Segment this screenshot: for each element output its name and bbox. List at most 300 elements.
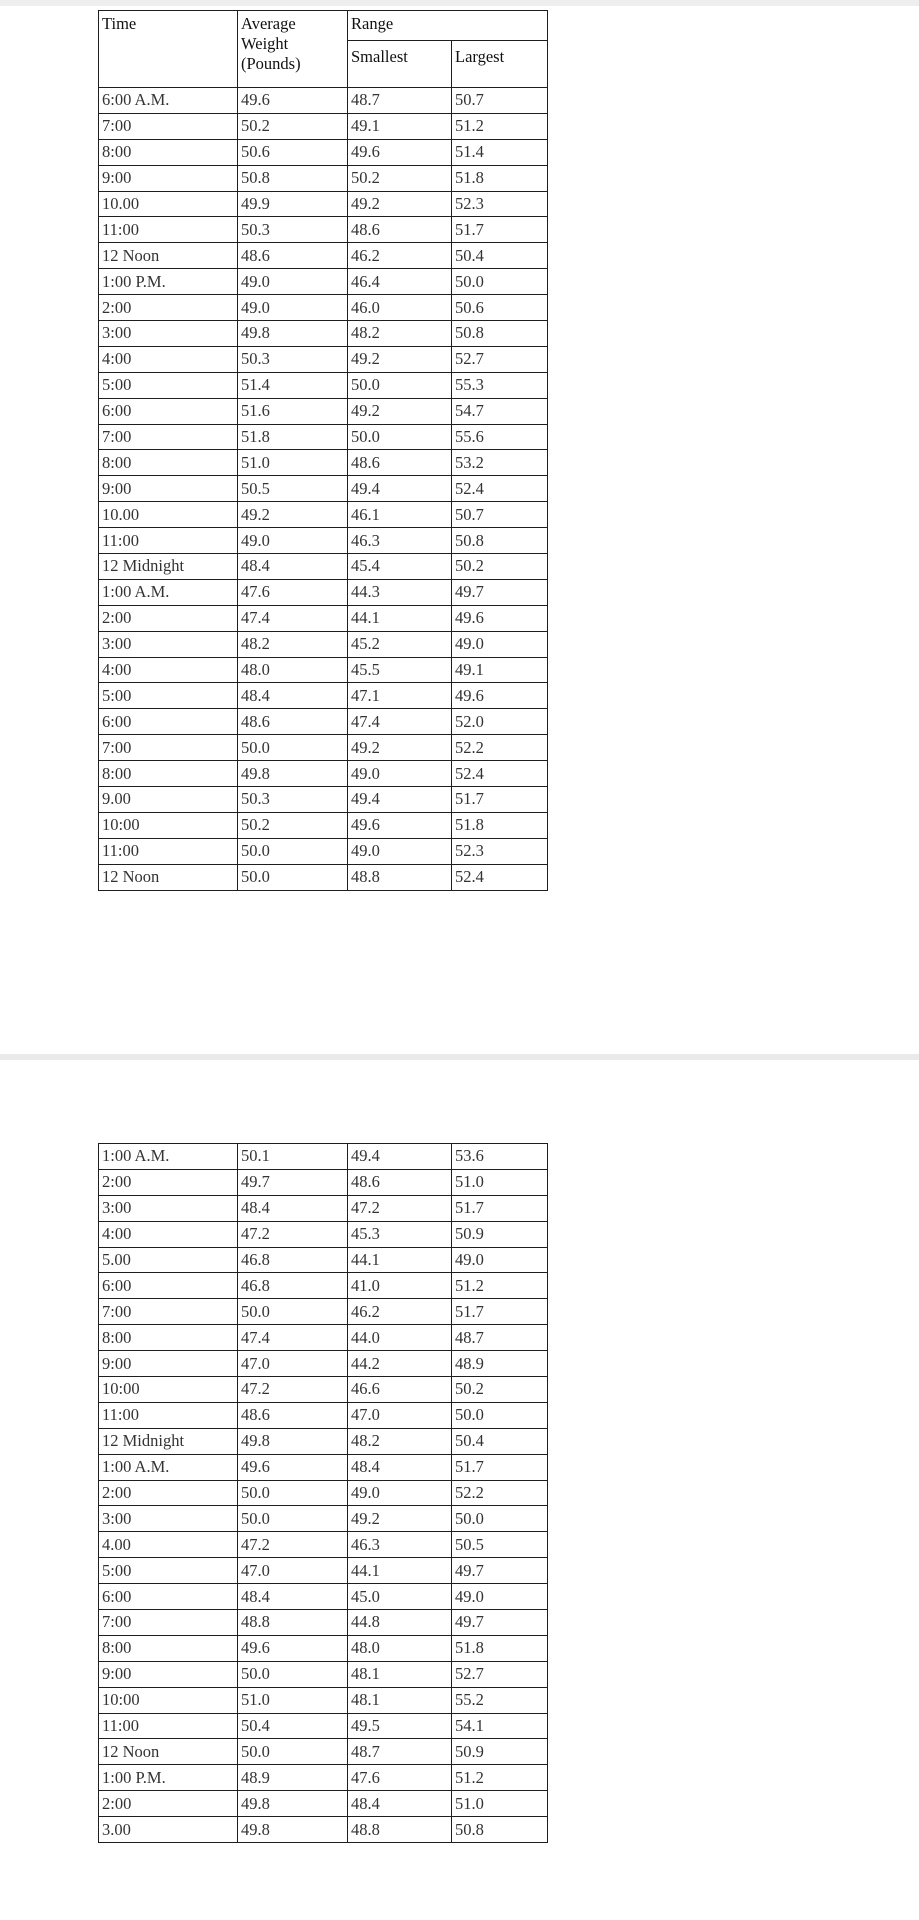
average-weight-cell: 50.0 <box>238 1506 348 1532</box>
table-row <box>99 191 548 217</box>
largest-cell: 50.2 <box>452 554 548 580</box>
table-row <box>99 838 548 864</box>
largest-cell: 50.8 <box>452 321 548 347</box>
time-cell: 9:00 <box>99 165 238 191</box>
time-cell: 11:00 <box>99 528 238 554</box>
time-cell: 4.00 <box>99 1532 238 1558</box>
table-row <box>99 1584 548 1610</box>
largest-cell: 49.0 <box>452 1584 548 1610</box>
smallest-cell: 46.6 <box>348 1377 452 1403</box>
smallest-cell: 49.2 <box>348 398 452 424</box>
smallest-cell: 47.1 <box>348 683 452 709</box>
average-weight-cell: 50.0 <box>238 735 348 761</box>
time-cell: 9:00 <box>99 1661 238 1687</box>
largest-cell: 55.2 <box>452 1687 548 1713</box>
time-cell: 2:00 <box>99 1169 238 1195</box>
average-weight-cell: 50.0 <box>238 1739 348 1765</box>
table-row <box>99 1765 548 1791</box>
table-row <box>99 631 548 657</box>
average-weight-cell: 48.4 <box>238 1584 348 1610</box>
average-weight-cell: 50.0 <box>238 1299 348 1325</box>
largest-cell: 49.1 <box>452 657 548 683</box>
time-cell: 5.00 <box>99 1247 238 1273</box>
table-row <box>99 1325 548 1351</box>
smallest-cell: 47.0 <box>348 1402 452 1428</box>
smallest-cell: 45.5 <box>348 657 452 683</box>
average-weight-cell: 49.8 <box>238 1428 348 1454</box>
smallest-cell: 50.0 <box>348 372 452 398</box>
average-weight-cell: 47.4 <box>238 605 348 631</box>
smallest-cell: 50.0 <box>348 424 452 450</box>
smallest-cell: 48.8 <box>348 864 452 890</box>
table-row <box>99 1454 548 1480</box>
average-weight-cell: 50.0 <box>238 838 348 864</box>
largest-cell: 50.8 <box>452 528 548 554</box>
table-row <box>99 1299 548 1325</box>
smallest-cell: 48.2 <box>348 321 452 347</box>
table-row <box>99 1532 548 1558</box>
table-row <box>99 243 548 269</box>
time-cell: 12 Midnight <box>99 554 238 580</box>
time-cell: 5:00 <box>99 683 238 709</box>
largest-cell: 52.0 <box>452 709 548 735</box>
time-cell: 5:00 <box>99 372 238 398</box>
largest-cell: 51.2 <box>452 1273 548 1299</box>
average-weight-cell: 51.6 <box>238 398 348 424</box>
time-cell: 2:00 <box>99 605 238 631</box>
largest-cell: 51.8 <box>452 1635 548 1661</box>
average-weight-cell: 48.0 <box>238 657 348 683</box>
average-weight-cell: 50.3 <box>238 787 348 813</box>
smallest-cell: 45.4 <box>348 554 452 580</box>
smallest-cell: 48.6 <box>348 217 452 243</box>
table-row <box>99 217 548 243</box>
time-cell: 2:00 <box>99 1480 238 1506</box>
smallest-cell: 48.8 <box>348 1817 452 1843</box>
average-weight-cell: 50.0 <box>238 1661 348 1687</box>
time-cell: 10:00 <box>99 1687 238 1713</box>
smallest-cell: 49.4 <box>348 787 452 813</box>
header-largest: Largest <box>452 41 548 88</box>
average-weight-cell: 49.6 <box>238 1454 348 1480</box>
largest-cell: 55.3 <box>452 372 548 398</box>
time-cell: 12 Noon <box>99 1739 238 1765</box>
average-weight-cell: 46.8 <box>238 1247 348 1273</box>
largest-cell: 50.4 <box>452 243 548 269</box>
smallest-cell: 46.3 <box>348 1532 452 1558</box>
table-row <box>99 1817 548 1843</box>
table-row <box>99 1635 548 1661</box>
smallest-cell: 46.0 <box>348 295 452 321</box>
largest-cell: 50.4 <box>452 1428 548 1454</box>
average-weight-cell: 50.2 <box>238 812 348 838</box>
largest-cell: 48.7 <box>452 1325 548 1351</box>
largest-cell: 50.0 <box>452 1402 548 1428</box>
smallest-cell: 44.0 <box>348 1325 452 1351</box>
weight-table-page-2 <box>98 1143 548 1843</box>
smallest-cell: 44.3 <box>348 579 452 605</box>
table-row <box>99 1428 548 1454</box>
time-cell: 3:00 <box>99 1506 238 1532</box>
smallest-cell: 49.0 <box>348 761 452 787</box>
smallest-cell: 48.7 <box>348 88 452 114</box>
time-cell: 6:00 <box>99 398 238 424</box>
table-body-page-1 <box>99 88 548 891</box>
smallest-cell: 48.2 <box>348 1428 452 1454</box>
largest-cell: 52.2 <box>452 735 548 761</box>
table-row <box>99 787 548 813</box>
average-weight-cell: 49.8 <box>238 761 348 787</box>
smallest-cell: 44.1 <box>348 1247 452 1273</box>
smallest-cell: 45.0 <box>348 1584 452 1610</box>
table-row <box>99 528 548 554</box>
time-cell: 1:00 A.M. <box>99 1454 238 1480</box>
average-weight-cell: 48.9 <box>238 1765 348 1791</box>
smallest-cell: 46.2 <box>348 243 452 269</box>
table-row <box>99 1661 548 1687</box>
table-row <box>99 1791 548 1817</box>
time-cell: 4:00 <box>99 1221 238 1247</box>
largest-cell: 51.0 <box>452 1169 548 1195</box>
table-row <box>99 346 548 372</box>
smallest-cell: 49.0 <box>348 1480 452 1506</box>
largest-cell: 49.0 <box>452 1247 548 1273</box>
header-time: Time <box>99 11 238 88</box>
smallest-cell: 48.4 <box>348 1791 452 1817</box>
average-weight-cell: 49.2 <box>238 502 348 528</box>
average-weight-cell: 51.0 <box>238 1687 348 1713</box>
smallest-cell: 46.4 <box>348 269 452 295</box>
largest-cell: 49.0 <box>452 631 548 657</box>
average-weight-cell: 50.2 <box>238 113 348 139</box>
smallest-cell: 49.2 <box>348 735 452 761</box>
largest-cell: 50.0 <box>452 269 548 295</box>
average-weight-cell: 47.2 <box>238 1532 348 1558</box>
smallest-cell: 48.6 <box>348 1169 452 1195</box>
table-row <box>99 1506 548 1532</box>
table-row <box>99 165 548 191</box>
average-weight-cell: 51.0 <box>238 450 348 476</box>
largest-cell: 51.7 <box>452 1195 548 1221</box>
time-cell: 11:00 <box>99 1713 238 1739</box>
largest-cell: 52.3 <box>452 838 548 864</box>
smallest-cell: 46.1 <box>348 502 452 528</box>
average-weight-cell: 50.0 <box>238 864 348 890</box>
average-weight-cell: 49.6 <box>238 1635 348 1661</box>
largest-cell: 50.2 <box>452 1377 548 1403</box>
largest-cell: 52.4 <box>452 761 548 787</box>
table-row <box>99 269 548 295</box>
average-weight-cell: 49.0 <box>238 295 348 321</box>
time-cell: 3:00 <box>99 321 238 347</box>
largest-cell: 50.0 <box>452 1506 548 1532</box>
smallest-cell: 49.2 <box>348 1506 452 1532</box>
smallest-cell: 48.0 <box>348 1635 452 1661</box>
largest-cell: 52.7 <box>452 1661 548 1687</box>
smallest-cell: 44.1 <box>348 1558 452 1584</box>
time-cell: 11:00 <box>99 1402 238 1428</box>
largest-cell: 50.6 <box>452 295 548 321</box>
table-row <box>99 139 548 165</box>
table-row <box>99 709 548 735</box>
largest-cell: 49.7 <box>452 1558 548 1584</box>
largest-cell: 51.8 <box>452 165 548 191</box>
table-row <box>99 1247 548 1273</box>
largest-cell: 52.2 <box>452 1480 548 1506</box>
average-weight-cell: 49.7 <box>238 1169 348 1195</box>
table-row <box>99 1351 548 1377</box>
time-cell: 6:00 <box>99 1584 238 1610</box>
largest-cell: 51.7 <box>452 787 548 813</box>
average-weight-cell: 47.6 <box>238 579 348 605</box>
time-cell: 7:00 <box>99 1610 238 1636</box>
header-average-line-1: Average <box>241 14 296 33</box>
table-row <box>99 1169 548 1195</box>
time-cell: 9:00 <box>99 476 238 502</box>
time-cell: 8:00 <box>99 1635 238 1661</box>
average-weight-cell: 48.6 <box>238 709 348 735</box>
largest-cell: 53.6 <box>452 1144 548 1170</box>
largest-cell: 51.7 <box>452 1299 548 1325</box>
largest-cell: 51.7 <box>452 1454 548 1480</box>
smallest-cell: 49.1 <box>348 113 452 139</box>
smallest-cell: 49.0 <box>348 838 452 864</box>
average-weight-cell: 47.0 <box>238 1351 348 1377</box>
smallest-cell: 49.6 <box>348 139 452 165</box>
largest-cell: 51.4 <box>452 139 548 165</box>
largest-cell: 54.1 <box>452 1713 548 1739</box>
time-cell: 11:00 <box>99 838 238 864</box>
smallest-cell: 49.6 <box>348 812 452 838</box>
largest-cell: 49.7 <box>452 579 548 605</box>
table-row <box>99 605 548 631</box>
time-cell: 5:00 <box>99 1558 238 1584</box>
average-weight-cell: 49.0 <box>238 528 348 554</box>
table-row <box>99 295 548 321</box>
time-cell: 12 Noon <box>99 243 238 269</box>
largest-cell: 51.7 <box>452 217 548 243</box>
largest-cell: 50.9 <box>452 1221 548 1247</box>
largest-cell: 49.6 <box>452 605 548 631</box>
average-weight-cell: 47.0 <box>238 1558 348 1584</box>
smallest-cell: 44.1 <box>348 605 452 631</box>
smallest-cell: 47.6 <box>348 1765 452 1791</box>
table-row <box>99 476 548 502</box>
smallest-cell: 48.4 <box>348 1454 452 1480</box>
table-row <box>99 88 548 114</box>
table-row <box>99 1402 548 1428</box>
table-row <box>99 398 548 424</box>
smallest-cell: 49.4 <box>348 476 452 502</box>
table-row <box>99 1713 548 1739</box>
average-weight-cell: 47.4 <box>238 1325 348 1351</box>
time-cell: 6:00 <box>99 709 238 735</box>
smallest-cell: 49.2 <box>348 191 452 217</box>
smallest-cell: 44.8 <box>348 1610 452 1636</box>
table-row <box>99 1144 548 1170</box>
average-weight-cell: 50.4 <box>238 1713 348 1739</box>
smallest-cell: 50.2 <box>348 165 452 191</box>
smallest-cell: 44.2 <box>348 1351 452 1377</box>
time-cell: 6:00 A.M. <box>99 88 238 114</box>
time-cell: 1:00 P.M. <box>99 269 238 295</box>
table-row <box>99 812 548 838</box>
header-average-line-3: (Pounds) <box>241 54 301 73</box>
time-cell: 3:00 <box>99 631 238 657</box>
time-cell: 1:00 A.M. <box>99 1144 238 1170</box>
smallest-cell: 46.2 <box>348 1299 452 1325</box>
time-cell: 10.00 <box>99 191 238 217</box>
average-weight-cell: 50.8 <box>238 165 348 191</box>
table-row <box>99 1687 548 1713</box>
average-weight-cell: 48.6 <box>238 1402 348 1428</box>
smallest-cell: 48.1 <box>348 1661 452 1687</box>
average-weight-cell: 48.6 <box>238 243 348 269</box>
largest-cell: 50.5 <box>452 1532 548 1558</box>
smallest-cell: 47.4 <box>348 709 452 735</box>
average-weight-cell: 50.5 <box>238 476 348 502</box>
table-row <box>99 450 548 476</box>
smallest-cell: 41.0 <box>348 1273 452 1299</box>
largest-cell: 49.6 <box>452 683 548 709</box>
largest-cell: 55.6 <box>452 424 548 450</box>
largest-cell: 50.7 <box>452 502 548 528</box>
header-average-line-2: Weight <box>241 34 289 53</box>
table-row <box>99 502 548 528</box>
time-cell: 8:00 <box>99 1325 238 1351</box>
time-cell: 8:00 <box>99 139 238 165</box>
average-weight-cell: 48.2 <box>238 631 348 657</box>
average-weight-cell: 50.3 <box>238 346 348 372</box>
table-row <box>99 113 548 139</box>
largest-cell: 51.2 <box>452 113 548 139</box>
time-cell: 9.00 <box>99 787 238 813</box>
largest-cell: 54.7 <box>452 398 548 424</box>
table-row <box>99 1273 548 1299</box>
smallest-cell: 49.5 <box>348 1713 452 1739</box>
largest-cell: 51.0 <box>452 1791 548 1817</box>
largest-cell: 53.2 <box>452 450 548 476</box>
time-cell: 1:00 A.M. <box>99 579 238 605</box>
time-cell: 4:00 <box>99 657 238 683</box>
time-cell: 2:00 <box>99 295 238 321</box>
table-row <box>99 424 548 450</box>
average-weight-cell: 47.2 <box>238 1221 348 1247</box>
average-weight-cell: 49.6 <box>238 88 348 114</box>
largest-cell: 51.8 <box>452 812 548 838</box>
time-cell: 10:00 <box>99 1377 238 1403</box>
largest-cell: 50.8 <box>452 1817 548 1843</box>
largest-cell: 50.7 <box>452 88 548 114</box>
time-cell: 8:00 <box>99 761 238 787</box>
time-cell: 1:00 P.M. <box>99 1765 238 1791</box>
average-weight-cell: 49.8 <box>238 321 348 347</box>
header-smallest: Smallest <box>348 41 452 88</box>
largest-cell: 52.3 <box>452 191 548 217</box>
table-row <box>99 1610 548 1636</box>
average-weight-cell: 49.0 <box>238 269 348 295</box>
time-cell: 10.00 <box>99 502 238 528</box>
table-row <box>99 761 548 787</box>
table-row <box>99 683 548 709</box>
time-cell: 7:00 <box>99 1299 238 1325</box>
time-cell: 7:00 <box>99 113 238 139</box>
smallest-cell: 46.3 <box>348 528 452 554</box>
average-weight-cell: 50.6 <box>238 139 348 165</box>
table-row <box>99 1195 548 1221</box>
time-cell: 3.00 <box>99 1817 238 1843</box>
average-weight-cell: 46.8 <box>238 1273 348 1299</box>
smallest-cell: 49.4 <box>348 1144 452 1170</box>
smallest-cell: 45.3 <box>348 1221 452 1247</box>
average-weight-cell: 48.4 <box>238 1195 348 1221</box>
time-cell: 12 Midnight <box>99 1428 238 1454</box>
average-weight-cell: 49.9 <box>238 191 348 217</box>
average-weight-cell: 49.8 <box>238 1791 348 1817</box>
smallest-cell: 45.2 <box>348 631 452 657</box>
table-row <box>99 735 548 761</box>
header-range: Range <box>348 11 548 41</box>
table-row <box>99 1377 548 1403</box>
header-average-weight <box>238 11 348 88</box>
average-weight-cell: 48.4 <box>238 554 348 580</box>
time-cell: 8:00 <box>99 450 238 476</box>
table-row <box>99 657 548 683</box>
table-row <box>99 1739 548 1765</box>
smallest-cell: 48.7 <box>348 1739 452 1765</box>
smallest-cell: 49.2 <box>348 346 452 372</box>
average-weight-cell: 51.8 <box>238 424 348 450</box>
largest-cell: 52.4 <box>452 476 548 502</box>
table-row <box>99 1480 548 1506</box>
table-row <box>99 554 548 580</box>
time-cell: 7:00 <box>99 735 238 761</box>
time-cell: 4:00 <box>99 346 238 372</box>
table-row <box>99 579 548 605</box>
largest-cell: 48.9 <box>452 1351 548 1377</box>
time-cell: 10:00 <box>99 812 238 838</box>
average-weight-cell: 50.3 <box>238 217 348 243</box>
page-top-divider <box>0 0 919 6</box>
time-cell: 9:00 <box>99 1351 238 1377</box>
table-row <box>99 1558 548 1584</box>
page-break-divider <box>0 1054 919 1060</box>
weight-table-page-1 <box>98 10 548 891</box>
average-weight-cell: 47.2 <box>238 1377 348 1403</box>
table-row <box>99 321 548 347</box>
average-weight-cell: 48.8 <box>238 1610 348 1636</box>
table-body-page-2 <box>99 1144 548 1843</box>
time-cell: 11:00 <box>99 217 238 243</box>
largest-cell: 50.9 <box>452 1739 548 1765</box>
time-cell: 2:00 <box>99 1791 238 1817</box>
time-cell: 6:00 <box>99 1273 238 1299</box>
smallest-cell: 48.1 <box>348 1687 452 1713</box>
largest-cell: 49.7 <box>452 1610 548 1636</box>
largest-cell: 52.7 <box>452 346 548 372</box>
table-row <box>99 372 548 398</box>
smallest-cell: 47.2 <box>348 1195 452 1221</box>
average-weight-cell: 48.4 <box>238 683 348 709</box>
average-weight-cell: 50.1 <box>238 1144 348 1170</box>
largest-cell: 52.4 <box>452 864 548 890</box>
time-cell: 3:00 <box>99 1195 238 1221</box>
time-cell: 7:00 <box>99 424 238 450</box>
average-weight-cell: 51.4 <box>238 372 348 398</box>
largest-cell: 51.2 <box>452 1765 548 1791</box>
average-weight-cell: 50.0 <box>238 1480 348 1506</box>
average-weight-cell: 49.8 <box>238 1817 348 1843</box>
